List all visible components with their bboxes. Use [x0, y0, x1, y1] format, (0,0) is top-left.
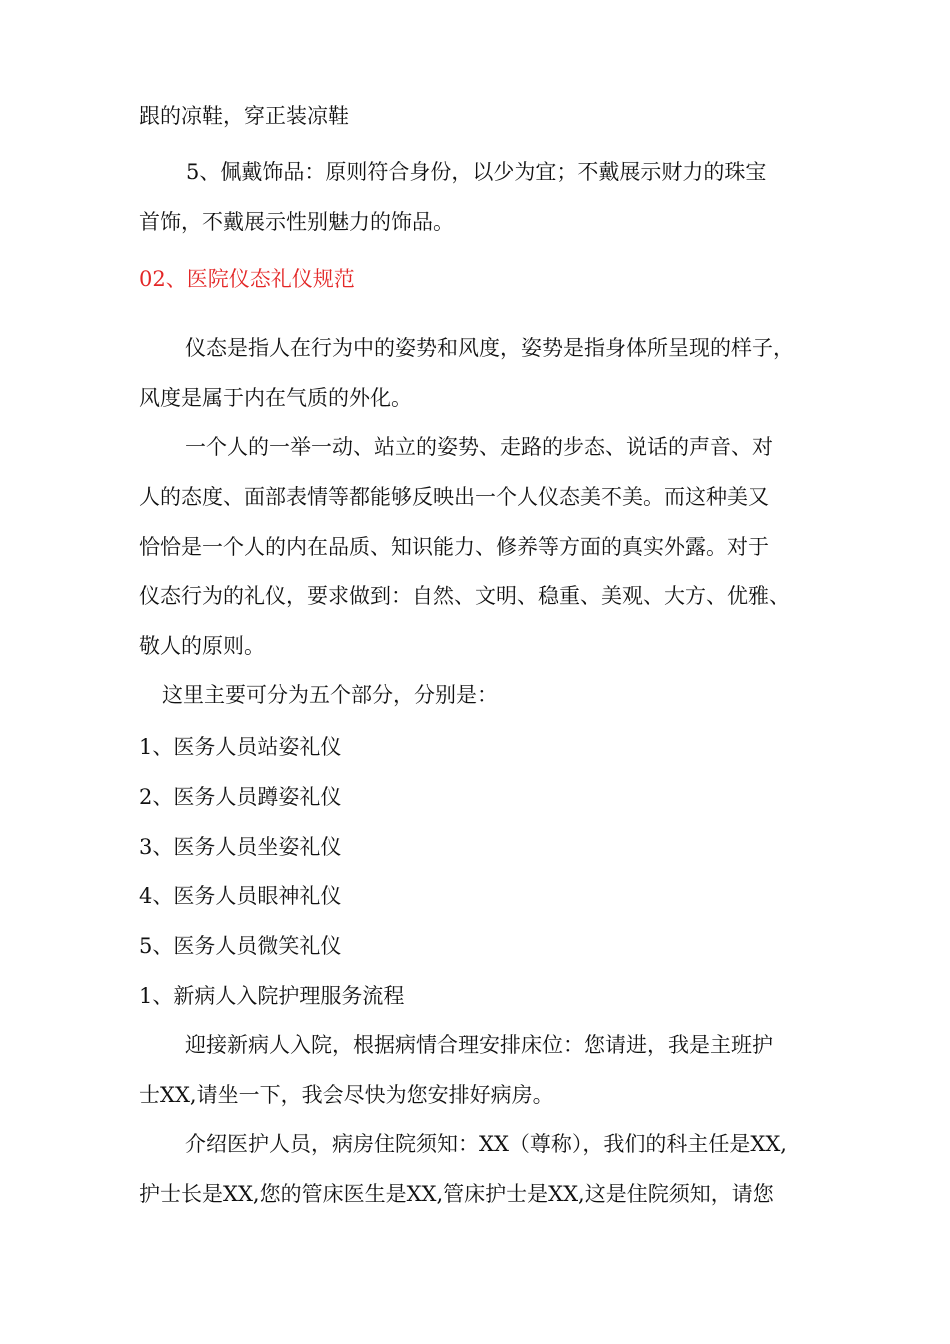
paragraph-line-20: 士XX,请坐一下，我会尽快为您安排好病房。 [139, 1083, 554, 1107]
list-item-eyes: 4、医务人员眼神礼仪 [139, 884, 342, 908]
list-item-admission: 1、新病人入院护理服务流程 [139, 984, 405, 1008]
paragraph-line-8: 人的态度、面部表情等都能够反映出一个人仪态美不美。而这种美又 [139, 485, 769, 509]
paragraph-line-19: 迎接新病人入院，根据病情合理安排床位：您请进，我是主班护 [185, 1033, 773, 1057]
list-item-squatting: 2、医务人员蹲姿礼仪 [139, 785, 342, 809]
paragraph-line-10: 仪态行为的礼仪，要求做到：自然、文明、稳重、美观、大方、优雅、 [139, 584, 790, 608]
paragraph-line-1: 跟的凉鞋，穿正装凉鞋 [139, 104, 349, 128]
paragraph-line-7: 一个人的一举一动、站立的姿势、走路的步态、说话的声音、对 [185, 435, 773, 459]
paragraph-line-9: 恰恰是一个人的内在品质、知识能力、修养等方面的真实外露。对于 [139, 535, 769, 559]
paragraph-line-5: 仪态是指人在行为中的姿势和风度，姿势是指身体所呈现的样子， [185, 336, 794, 360]
paragraph-line-3: 首饰，不戴展示性别魅力的饰品。 [139, 210, 454, 234]
paragraph-line-11: 敬人的原则。 [139, 634, 265, 658]
paragraph-line-6: 风度是属于内在气质的外化。 [139, 386, 412, 410]
list-item-accessories: 5、佩戴饰品：原则符合身份，以少为宜；不戴展示财力的珠宝 [186, 160, 767, 184]
list-item-standing: 1、医务人员站姿礼仪 [139, 735, 342, 759]
paragraph-line-12: 这里主要可分为五个部分，分别是： [162, 683, 498, 707]
paragraph-line-21: 介绍医护人员，病房住院须知：XX（尊称），我们的科主任是XX, [185, 1132, 787, 1156]
list-item-smile: 5、医务人员微笑礼仪 [139, 934, 342, 958]
section-heading: 02、医院仪态礼仪规范 [139, 267, 355, 291]
paragraph-line-22: 护士长是XX,您的管床医生是XX,管床护士是XX,这是住院须知，请您 [139, 1182, 774, 1206]
list-item-sitting: 3、医务人员坐姿礼仪 [139, 835, 342, 859]
